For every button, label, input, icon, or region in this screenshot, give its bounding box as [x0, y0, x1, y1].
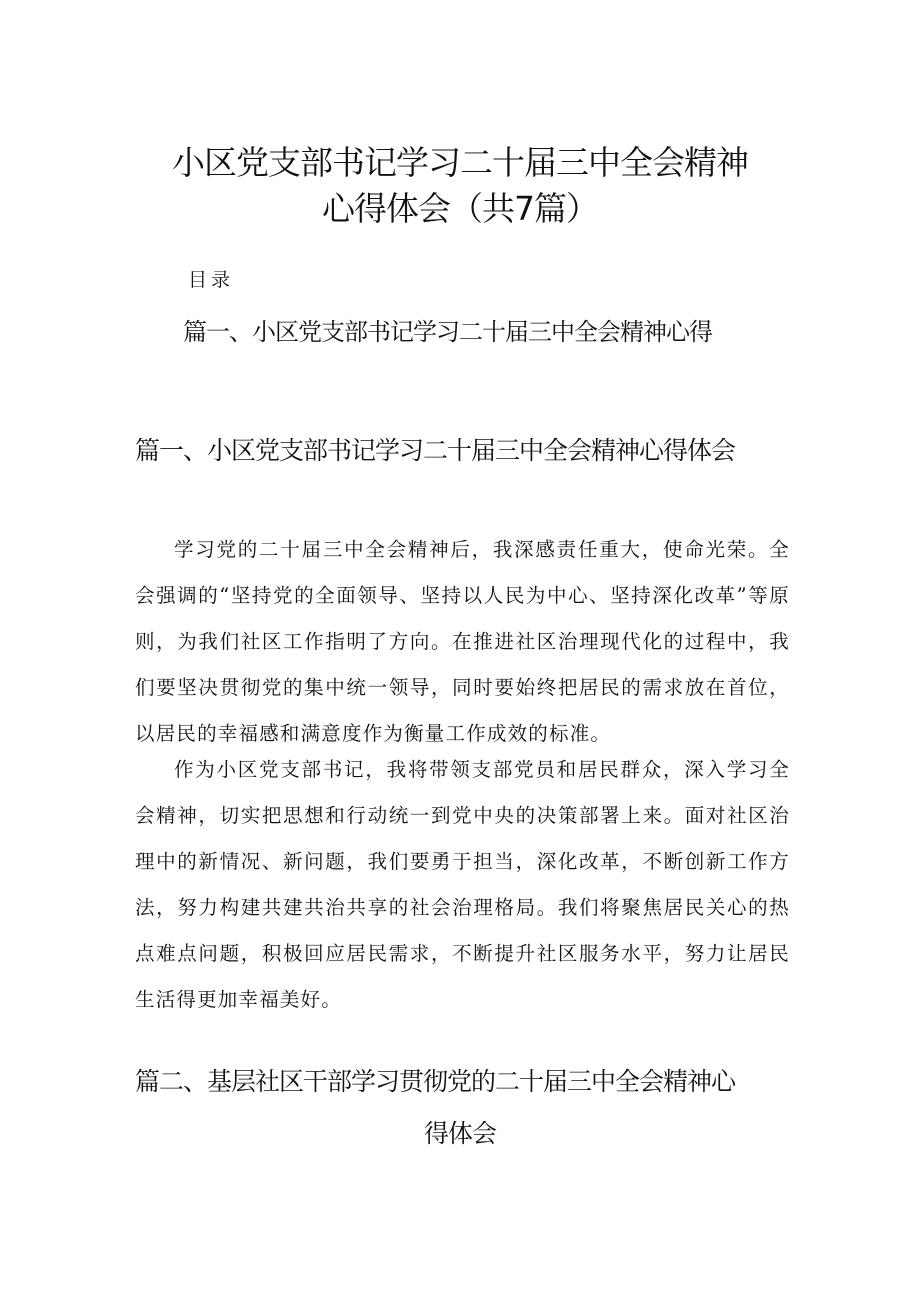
- section-heading-1: 篇一、小区党支部书记学习二十届三中全会精神心得体会: [135, 436, 736, 465]
- toc-entry-1[interactable]: 篇一、小区党支部书记学习二十届三中全会精神心得: [183, 318, 712, 346]
- section-heading-2-line-2: 得体会: [423, 1119, 496, 1148]
- document-title-line-2: 心得体会（共7篇）: [322, 189, 598, 228]
- section-heading-2-line-1: 篇二、基层社区干部学习贯彻党的二十届三中全会精神心: [135, 1067, 736, 1096]
- toc-label: 目录: [188, 269, 235, 291]
- section-1-paragraph-2: 作为小区党支部书记，我将带领支部党员和居民群众，深入学习全会精神，切实把思想和行动统一到党中央的决策部署上来。面对社区治理中的新情况、新问题，我们要勇于担当，深化改革，不断创新工作方法，努力构建共建共治共享的社会治理格局。我们将聚焦居民关心的热点难点问题，积极回应居民需求，不断提升社区服务水平，努力让居民生活得更加幸福美好。: [135, 758, 790, 1011]
- section-1-paragraph-1: 学习党的二十届三中全会精神后，我深感责任重大，使命光荣。全会强调的“坚持党的全面领导、坚持以人民为中心、坚持深化改革”等原则，为我们社区工作指明了方向。在推进社区治理现代化的过程中，我们要坚决贯彻党的集中统一领导，同时要始终把居民的需求放在首位，以居民的幸福感和满意度作为衡量工作成效的标准。: [135, 538, 790, 745]
- document-title-line-1: 小区党支部书记学习二十届三中全会精神: [172, 143, 748, 182]
